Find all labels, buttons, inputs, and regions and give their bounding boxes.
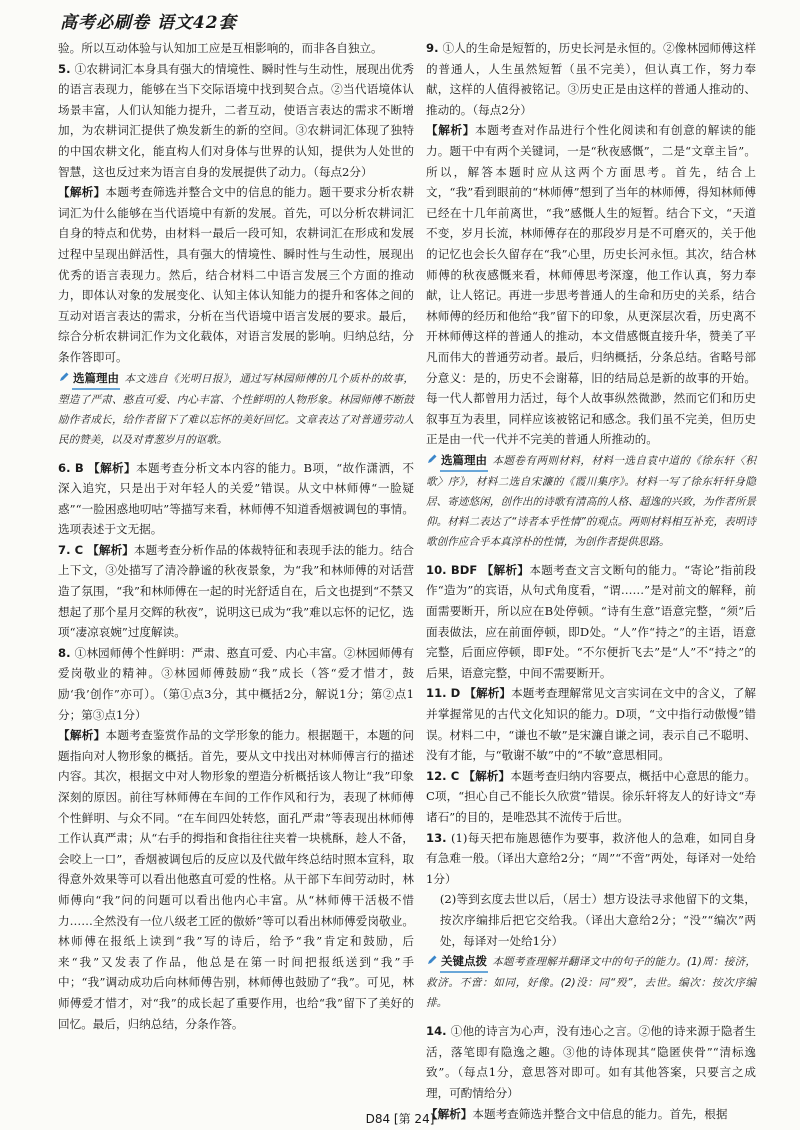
- answer-item: [58, 59, 414, 183]
- analysis-tag: 【解析】: [426, 123, 475, 138]
- answer-item: [426, 38, 756, 120]
- question-number: 5.: [58, 61, 75, 76]
- answer-item: [426, 766, 756, 828]
- paragraph-text: 本题考查分析作品的体裁特征和表现手法的能力。结合上下文，③处描写了清冷静谧的秋夜景象，为“我”和林师傅的对话营造了氛围，“我”和林师傅在一起的时光舒适自在，后文也提到“不禁又想起了那个星月交辉的秋夜”，说明这已成为“我”难以忘怀的记忆，选项“凄凉哀婉”过度解读。: [58, 542, 414, 640]
- paragraph-text: 本题考查归纳内容要点，概括中心意思的能力。C项，“担心自己不能长久欣赏”错误。徐乐轩将友人的好诗文“寿诸石”的目的，是唯恐其不流传于后世。: [426, 768, 756, 824]
- analysis-paragraph: [426, 120, 756, 450]
- paragraph-text: 本题考查理解常见文言实词在文中的含义，了解并掌握常见的古代文化知识的能力。D项，“文中指行动傲慢”错误。材料二中，“谦也不敏”是宋濂自谦之词，表示自己不聪明、没有才能，与“敬谢不敏”中的“不敏”意思相同。: [426, 686, 756, 763]
- tip-badge: 选篇理由: [72, 368, 120, 390]
- paragraph-text: ①他的诗言为心声，没有违心之言。②他的诗来源于隐者生活，落笔即有隐逸之趣。③他的诗体现其“隐匿侠骨”“清标逸致”。（每点1分，意思答对即可。如有其他答案，只要言之成理，可酌情给分）: [426, 1024, 756, 1100]
- analysis-tag: 【解析】: [464, 686, 512, 701]
- analysis-tag: 【解析】: [88, 460, 136, 475]
- question-number: 11. D: [426, 686, 465, 701]
- page-header: 高考必刷卷 语文42套: [60, 13, 237, 33]
- paragraph-text: 本题考查分析文本内容的能力。B项，“故作潇洒，不深入追究，只是出于对年轻人的关爱”错误。从文中林师傅“一脸疑惑”“一脸困惑地叨咕”等描写来看，林师傅不知道香烟被调包的事情。选项表述于文无据。: [58, 460, 414, 537]
- paragraph-text: (2)等到玄度去世以后，（居士）想方设法寻求他留下的文集，按次序编排后把它交给我。（译出大意给2分；“没”“编次”两处，每译对一处给1分）: [439, 892, 756, 948]
- paragraph-text: 验。所以互动体验与认知加工应是互相影响的，而非各自独立。: [58, 41, 383, 55]
- paragraph-text: 本文选自《光明日报》，通过写林园师傅的几个质朴的故事，塑造了严肃、憨直可爱、内心丰富、个性鲜明的人物形象。林园师傅不断鼓励作者成长，给作者留下了难以忘怀的美好回忆。文章表达了对普通劳动人民的赞美，以及对青葱岁月的讴歌。: [58, 372, 414, 446]
- answer-item: [426, 560, 756, 684]
- answer-item: [426, 683, 756, 765]
- paragraph-text: ①人的生命是短暂的，历史长河是永恒的。②像林园师傅这样的普通人，人生虽然短暂（虽不完美），但认真工作，努力奉献，这样的人值得被铭记。③历史正是由这样的普通人推动的、推动的。（每点2分）: [426, 41, 756, 117]
- analysis-paragraph: [58, 38, 414, 59]
- answer-item: [58, 540, 414, 643]
- right-column: [426, 38, 756, 1124]
- question-number: 12. C: [426, 768, 464, 783]
- block-gap: [426, 1013, 756, 1021]
- analysis-paragraph: [58, 725, 414, 1034]
- pen-icon: [58, 371, 70, 383]
- answer-item: [426, 828, 756, 890]
- tip-badge: 选篇理由: [440, 450, 488, 472]
- answer-item: [58, 643, 414, 725]
- paragraph-text: 本题考查筛选并整合文中信息的能力。首先，根据: [472, 1106, 728, 1121]
- question-number: 7. C: [58, 542, 88, 557]
- analysis-paragraph: [58, 182, 414, 367]
- paragraph-text: 本题考查对作品进行个性化阅读和有创意的解读的能力。题干中有两个关键词，一是“秋夜感慨”，二是“文章主旨”。所以，解答本题时应从这两个方面思考。首先，结合上文，“我”看到眼前的“林师傅”想到了当年的林师傅，得知林师傅已经在十几年前离世，“我”感慨人生的短暂。结合下文，“天道不变，岁月长流，林师傅存在的那段岁月是不可磨灭的，关于他的记忆也会长久留存在“我”心里，历史长河永恒。其次，结合林师傅的秋夜感慨来看，林师傅思考深邃，他工作认真，努力奉献，让人铭记。再进一步思考普通人的生命和历史的关系，结合林师傅的经历和他给“我”留下的印象，从更深层次看，历史离不开林师傅这样的普通人的推动，本文借感慨直接升华，赞美了平凡而伟大的普通劳动者。最后，归纳概括，分条总结。省略号部分意义：是的，历史不会谢幕，旧的结局总是新的故事的开始。每一代人都曾用力活过，每个人故事纵然微渺，然而它们和历史叙事互为表里，同样应该被铭记和感念。我们虽不完美，但历史正是由一代一代并不完美的普通人所推动的。: [426, 123, 756, 447]
- pen-icon: [426, 453, 438, 465]
- pen-icon: [426, 954, 438, 966]
- answer-item: [58, 458, 414, 540]
- answer-item: [426, 1021, 756, 1103]
- tip-badge: 关键点拨: [440, 951, 488, 973]
- analysis-tag: 【解析】: [426, 1106, 473, 1121]
- paragraph-text: 本题卷有两则材料，材料一选自袁中道的《徐东轩〈积歌〉序》，材料二选自宋濂的《霞川集序》。材料一写了徐东轩轩身隐居、寄迹悠闲，创作出的诗歌有清高的人格、超逸的兴致，为作者所景仰。材料二表达了“诗者本乎性情”的观点。两则材料相互补充，表明诗歌创作应合乎本真淳朴的性情，为创作者提供思路。: [426, 454, 756, 548]
- analysis-tag: 【解析】: [58, 728, 106, 743]
- question-number: 6. B: [58, 460, 89, 475]
- analysis-tag: 【解析】: [87, 542, 134, 557]
- paragraph-text: 本题考查理解并翻译文中的句子的能力。(1)周：接济，救济。不啻：如同，好像。(2)没：同“殁”，去世。编次：按次序编排。: [426, 956, 756, 1010]
- paragraph-text: 本题考查鉴赏作品的文学形象的能力。根据题干，本题的问题指向对人物形象的概括。首先，要从文中找出对林师傅言行的描述内容。其次，根据文中对人物形象的塑造分析概括该人物让“我”印象深刻的原因。前往写林师傅在车间的工作作风和行为，表现了林师傅个性鲜明、与众不同。“在车间四处转悠，面孔严肃”等表现出林师傅工作认真严肃；从“右手的拇指和食指往往夹着一块桃酥，趁人不备，会咬上一口”，香烟被调包后的反应以及代做年终总结时照本宣科，取得意外效果等可以看出他憨直可爱的性格。从干部下车间劳动时，林师傅向“我”问的问题可以看出他内心丰富。从“林师傅干活极不惜力……全然没有一位八级老工匠的傲娇”等可以看出林师傅爱岗敬业。林师傅在报纸上读到“我”写的诗后，给予“我”肯定和鼓励，后来“我”又发表了作品，他总是在第一时间把报纸送到“我”手中；“我”调动成功后向林师傅告别，林师傅也鼓励了“我”。可见，林师傅爱才惜才，对“我”的成长起了重要作用，也给“我”留下了美好的回忆。最后，归纳总结，分条作答。: [58, 728, 414, 1031]
- analysis-paragraph: [426, 889, 756, 951]
- paragraph-text: 本题考查筛选并整合文中的信息的能力。题干要求分析农耕词汇为什么能够在当代语境中有新的发展。首先，可以分析农耕词汇自身的特点和优势，由材料一最后一段可知，农耕词汇在形成和发展过程中呈现出鲜活性，具有强大的情境性、瞬时性与生动性，展现出优秀的语言表现力。然后，结合材料二中语言发展三个方面的推动力，即体认对象的发展变化、认知主体认知能力的提升和客体之间的互动对语言表达的需求，分析在当代语境中语言发展的要求。最后，综合分析农耕词汇作为文化载体，对语言发展的影响。归纳总结，分条作答即可。: [58, 185, 414, 364]
- question-number: 10. BDF: [426, 562, 482, 577]
- paragraph-text: ①农耕词汇本身具有强大的情境性、瞬时性与生动性，展现出优秀的语言表现力，能够在当下交际语境中找到契合点。②当代语境体认场景丰富，人们认知能力提升，二者互动，使语言表达的需求不断增加，为农耕词汇提供了焕发新生的新的空间。③农耕词汇体现了独特的中国农耕文化，能直构人们对身体与世界的认知，提供为人处世的智慧，这也反过来为语言自身的发展提供了动力。（每点2分）: [58, 61, 414, 179]
- block-gap: [426, 552, 756, 560]
- block-gap: [58, 450, 414, 458]
- analysis-tag: 【解析】: [58, 185, 106, 200]
- left-column: [58, 38, 414, 1034]
- tip-note: [426, 951, 756, 1013]
- paragraph-text: ①林园师傅个性鲜明：严肃、憨直可爱、内心丰富。②林园师傅有爱岗敬业的精神。③林园师傅鼓励“我”成长（答“爱才惜才，鼓励‘我’创作”亦可）。（第①点3分，其中概括2分，解说1分；第②点1分；第③点1分）: [58, 645, 414, 722]
- page-footer: D84 [第 24]: [365, 1112, 435, 1126]
- question-number: 8.: [58, 645, 75, 660]
- question-number: 13.: [426, 830, 452, 845]
- tip-note: [58, 368, 414, 450]
- paragraph-text: (1)每天把布施恩德作为要事，救济他人的急难，如同自身有急难一般。（译出大意给2分；“周”“不啻”两处，每译对一处给1分）: [426, 830, 756, 886]
- tip-note: [426, 450, 756, 552]
- paragraph-text: 本题考查文言文断句的能力。“寄论”指前段作“造为”的宾语，从句式角度看，“谓……”是对前文的解释，前面需要断开，所以应在B处停顿。“诗有生意”语意完整，“须”后面表做法，应在前面停顿，即D处。“人”作“持之”的主语，语意完整，后面应停顿，即F处。“不尔便折飞去”是“人”不“持之”的后果，语意完整，中间不需要断开。: [426, 562, 756, 680]
- question-number: 14.: [426, 1024, 451, 1039]
- analysis-tag: 【解析】: [463, 768, 511, 783]
- question-number: 9.: [426, 41, 443, 55]
- analysis-tag: 【解析】: [481, 562, 530, 577]
